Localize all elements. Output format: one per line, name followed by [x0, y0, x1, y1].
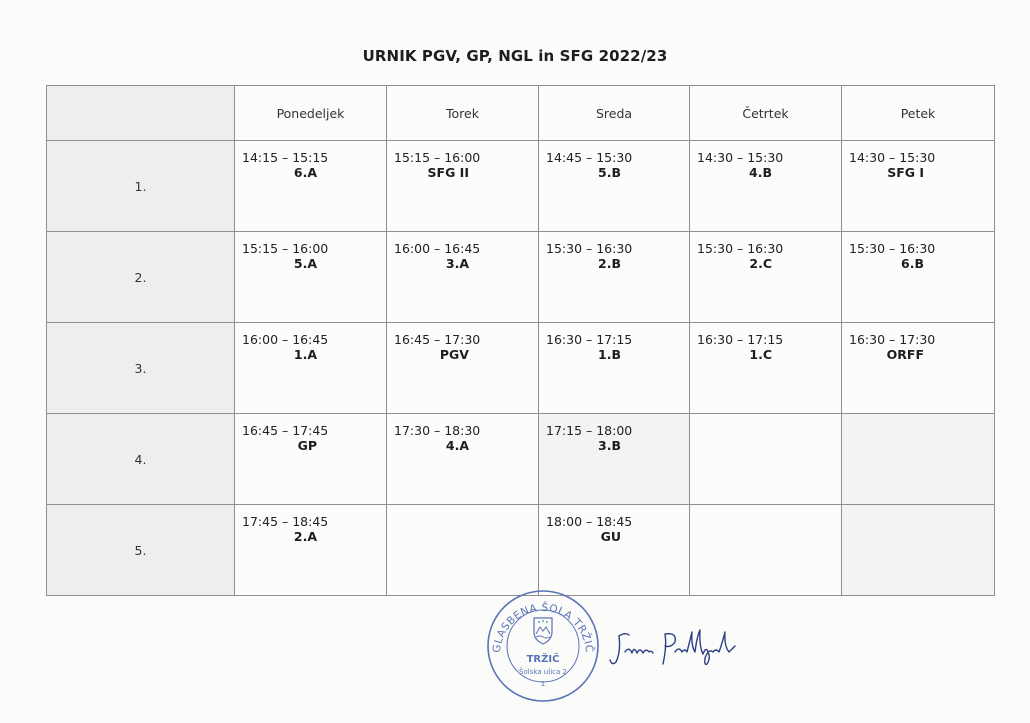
slot-thursday	[690, 505, 842, 596]
stamp-town: TRŽIČ	[526, 654, 560, 665]
slot-class: SFG I	[887, 165, 924, 180]
stamp-address: Šolska ulica 2	[519, 668, 567, 676]
slot-time: 14:30 – 15:30	[697, 150, 784, 165]
slot-monday	[235, 414, 387, 505]
slot-tuesday	[387, 414, 539, 505]
schedule-table	[46, 85, 995, 596]
slot-friday	[842, 505, 995, 596]
slot-monday	[235, 141, 387, 232]
slot-class: PGV	[439, 347, 469, 362]
period-label: 3.	[47, 323, 235, 414]
slot-class: GP	[297, 438, 317, 453]
slot-class: 1.C	[749, 347, 772, 362]
slot-time: 17:30 – 18:30	[394, 423, 481, 438]
slot-time: 16:45 – 17:45	[242, 423, 329, 438]
slot-time: 14:30 – 15:30	[849, 150, 936, 165]
page-title: URNIK PGV, GP, NGL in SFG 2022/23	[362, 47, 668, 65]
school-stamp	[485, 588, 601, 704]
slot-monday	[235, 505, 387, 596]
table-row	[47, 414, 995, 505]
slot-tuesday	[387, 141, 539, 232]
slot-friday	[842, 323, 995, 414]
slot-class: 1.B	[598, 347, 621, 362]
period-label: 4.	[47, 414, 235, 505]
slot-time: 16:30 – 17:15	[546, 332, 633, 347]
slot-class: 4.A	[445, 438, 469, 453]
slot-class: 3.B	[598, 438, 621, 453]
schedule-body	[47, 141, 995, 596]
slot-monday	[235, 323, 387, 414]
slot-class: 2.A	[293, 529, 317, 544]
header-row	[47, 86, 995, 141]
slot-class: 2.B	[598, 256, 621, 271]
slot-time: 16:00 – 16:45	[242, 332, 329, 347]
day-header-tuesday: Torek	[387, 86, 539, 141]
slot-tuesday	[387, 505, 539, 596]
slot-time: 17:15 – 18:00	[546, 423, 633, 438]
slot-tuesday	[387, 232, 539, 323]
slot-tuesday	[387, 323, 539, 414]
slot-thursday	[690, 232, 842, 323]
slot-class: 6.A	[293, 165, 317, 180]
slot-time: 15:15 – 16:00	[242, 241, 329, 256]
coat-of-arms-icon	[534, 618, 552, 644]
day-header-wednesday: Sreda	[539, 86, 690, 141]
slot-friday	[842, 232, 995, 323]
table-row	[47, 141, 995, 232]
period-label: 5.	[47, 505, 235, 596]
table-row	[47, 505, 995, 596]
table-row	[47, 232, 995, 323]
slot-time: 15:30 – 16:30	[697, 241, 784, 256]
slot-thursday	[690, 323, 842, 414]
slot-class: 3.A	[445, 256, 469, 271]
slot-wednesday	[539, 232, 690, 323]
day-header-thursday: Četrtek	[690, 86, 842, 141]
slot-friday	[842, 414, 995, 505]
slot-class: 4.B	[749, 165, 772, 180]
day-header-friday: Petek	[842, 86, 995, 141]
slot-class: 6.B	[901, 256, 924, 271]
corner-cell	[47, 86, 235, 141]
table-row	[47, 323, 995, 414]
slot-wednesday	[539, 414, 690, 505]
slot-wednesday	[539, 141, 690, 232]
slot-wednesday	[539, 505, 690, 596]
period-label: 2.	[47, 232, 235, 323]
slot-time: 15:15 – 16:00	[394, 150, 481, 165]
slot-class: 1.A	[293, 347, 317, 362]
slot-class: SFG II	[427, 165, 469, 180]
slot-thursday	[690, 141, 842, 232]
slot-class: GU	[600, 529, 621, 544]
slot-class: ORFF	[886, 347, 924, 362]
slot-monday	[235, 232, 387, 323]
period-label: 1.	[47, 141, 235, 232]
slot-class: 5.B	[598, 165, 621, 180]
slot-time: 14:15 – 15:15	[242, 150, 329, 165]
slot-friday	[842, 141, 995, 232]
slot-time: 15:30 – 16:30	[546, 241, 633, 256]
slot-time: 15:30 – 16:30	[849, 241, 936, 256]
slot-class: 5.A	[293, 256, 317, 271]
slot-time: 14:45 – 15:30	[546, 150, 633, 165]
stamp-ring-text: GLASBENA ŠOLA TRŽIČ	[490, 601, 596, 654]
slot-time: 16:30 – 17:30	[849, 332, 936, 347]
slot-time: 17:45 – 18:45	[242, 514, 329, 529]
slot-wednesday	[539, 323, 690, 414]
slot-time: 16:00 – 16:45	[394, 241, 481, 256]
slot-thursday	[690, 414, 842, 505]
handwritten-signature	[607, 622, 739, 672]
slot-time: 16:45 – 17:30	[394, 332, 481, 347]
slot-time: 18:00 – 18:45	[546, 514, 633, 529]
slot-time: 16:30 – 17:15	[697, 332, 784, 347]
slot-class: 2.C	[749, 256, 772, 271]
stamp-number: 1	[540, 680, 546, 688]
day-header-monday: Ponedeljek	[235, 86, 387, 141]
